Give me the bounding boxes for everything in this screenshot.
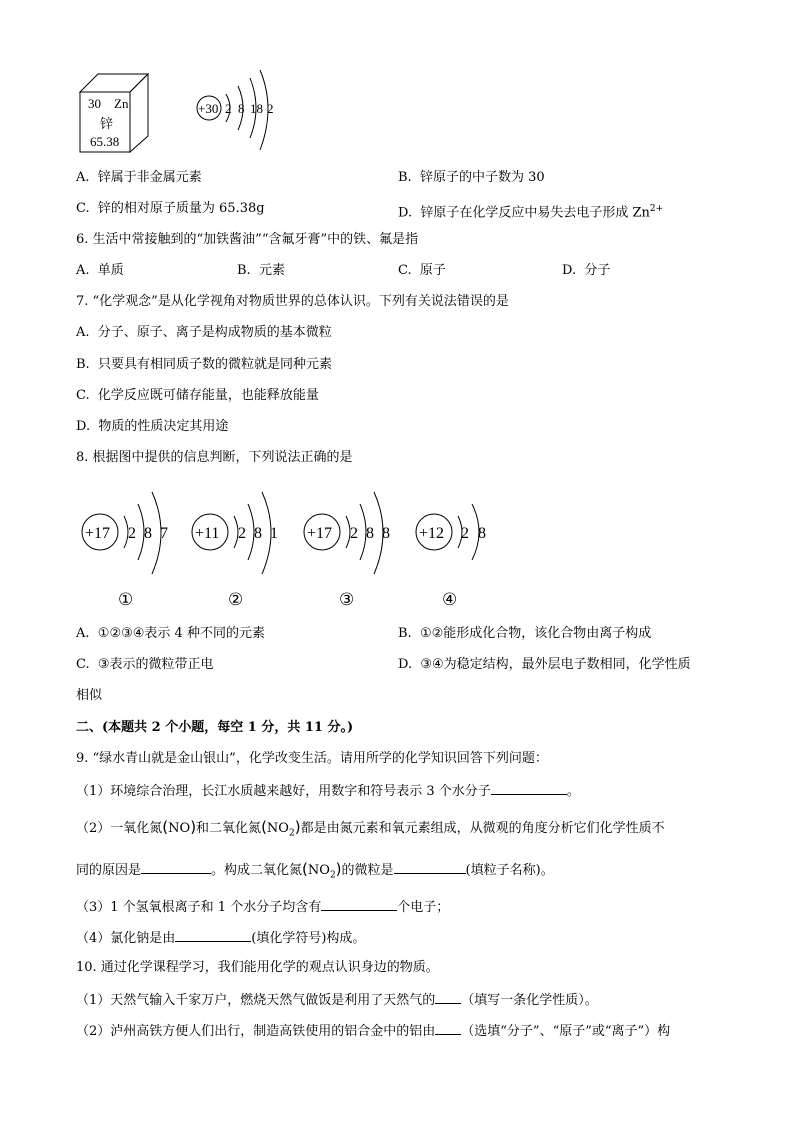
q6-option-a: A. 单质	[76, 263, 124, 278]
shell-1-count: 2	[225, 101, 232, 116]
particle-diagram-3	[302, 484, 402, 580]
particle-label-2: ②	[228, 590, 244, 610]
svg-text:+11: +11	[195, 525, 220, 542]
q5-option-c: C. 锌的相对原子质量为 65.38g	[76, 201, 265, 216]
particle-diagram-1	[80, 484, 180, 580]
element-number: 30	[88, 96, 101, 111]
element-name: 锌	[100, 116, 114, 131]
svg-text:1: 1	[270, 525, 278, 542]
shell-4-count: 2	[267, 101, 274, 116]
shell-2-count: 8	[238, 101, 245, 116]
q7-option-c: C. 化学反应既可储存能量，也能释放能量	[76, 388, 319, 403]
nucleus-charge: +30	[198, 101, 219, 116]
q6-option-d: D. 分子	[562, 263, 611, 278]
q9-4-blank[interactable]	[175, 928, 251, 942]
svg-text:+17: +17	[85, 525, 111, 542]
svg-text:8: 8	[478, 525, 486, 542]
q9-2b-blank[interactable]	[394, 860, 466, 874]
section-2-title: 二、(本题共 2 个小题，每空 1 分，共 11 分。)	[76, 720, 354, 735]
zinc-atom-diagram	[192, 64, 292, 156]
q9-2a-blank[interactable]	[141, 860, 211, 874]
q9-part-1: （1）环境综合治理，长江水质越来越好，用数字和符号表示 3 个水分子 。	[76, 781, 580, 801]
q9-3-blank[interactable]	[321, 897, 397, 911]
q9-1-blank[interactable]	[491, 781, 567, 795]
q8-option-d: D. ③④为稳定结构，最外层电子数相同，化学性质	[398, 657, 691, 672]
q8-option-d-continued: 相似	[76, 688, 103, 703]
q5-option-d: D. 锌原子在化学反应中易失去电子形成 $Zn^{2+}$	[398, 204, 664, 221]
q9-part-4: （4）氯化钠是由 (填化学符号)构成。	[76, 928, 365, 948]
svg-text:+17: +17	[307, 525, 333, 542]
svg-text:8: 8	[366, 525, 374, 542]
q10-part-1: （1）天然气输入千家万户，燃烧天然气做饭是利用了天然气的 （填写一条化学性质）。	[76, 990, 598, 1010]
q7-option-d: D. 物质的性质决定其用途	[76, 419, 229, 434]
q9-part-2: （2）一氧化氮(NO)和二氧化氮$(NO_2)$都是由氮元素和氧元素组成，从微观的角度分析它们化学性质不	[76, 818, 665, 839]
particle-diagram-4	[410, 484, 500, 580]
q9-part-2-line-2: 同的原因是 。构成二氧化氮$(NO_2)$的微粒是 (填粒子名称)。	[76, 860, 554, 881]
svg-text:2: 2	[128, 525, 136, 542]
particle-label-4: ④	[442, 590, 458, 610]
q5-option-b: B. 锌原子的中子数为 30	[398, 170, 545, 185]
particle-label-3: ③	[339, 590, 355, 610]
element-symbol: Zn	[114, 96, 129, 111]
q8-stem: 8. 根据图中提供的信息判断，下列说法正确的是	[76, 450, 353, 465]
q7-stem: 7. “化学观念”是从化学视角对物质世界的总体认识。下列有关说法错误的是	[76, 294, 509, 309]
svg-text:2: 2	[238, 525, 246, 542]
svg-text:2: 2	[350, 525, 358, 542]
svg-text:8: 8	[382, 525, 390, 542]
svg-text:8: 8	[254, 525, 262, 542]
svg-text:2: 2	[461, 525, 469, 542]
element-mass: 65.38	[90, 134, 120, 149]
q9-stem: 9. “绿水青山就是金山银山”，化学改变生活。请用所学的化学知识回答下列问题：	[76, 751, 548, 766]
shell-3-count: 18	[250, 101, 263, 116]
q8-option-a: A. ①②③④表示 4 种不同的元素	[76, 626, 265, 641]
q9-part-3: （3）1 个氢氧根离子和 1 个水分子均含有 个电子；	[76, 897, 449, 917]
q10-2-blank[interactable]	[435, 1021, 461, 1035]
q10-1-blank[interactable]	[435, 990, 461, 1004]
svg-text:+12: +12	[419, 525, 445, 542]
q6-option-c: C. 原子	[398, 263, 446, 278]
particle-label-1: ①	[118, 590, 134, 610]
q5-option-a: A. 锌属于非金属元素	[76, 170, 202, 185]
zinc-element-box	[78, 70, 150, 154]
q10-stem: 10. 通过化学课程学习，我们能用化学的观点认识身边的物质。	[76, 960, 439, 975]
q6-stem: 6. 生活中常接触到的“加铁酱油”“含氟牙膏”中的铁、氟是指	[76, 232, 419, 247]
q10-part-2: （2）泸州高铁方便人们出行，制造高铁使用的铝合金中的铝由 （选填“分子”、“原子”或“离子”）构	[76, 1021, 670, 1041]
q7-option-b: B. 只要具有相同质子数的微粒就是同种元素	[76, 357, 332, 372]
q7-option-a: A. 分子、原子、离子是构成物质的基本微粒	[76, 325, 332, 340]
svg-text:7: 7	[160, 525, 168, 542]
q6-option-b: B. 元素	[237, 263, 285, 278]
svg-text:8: 8	[144, 525, 152, 542]
particle-diagram-2	[190, 484, 290, 580]
q8-option-b: B. ①②能形成化合物，该化合物由离子构成	[398, 626, 652, 641]
q8-option-c: C. ③表示的微粒带正电	[76, 657, 214, 672]
